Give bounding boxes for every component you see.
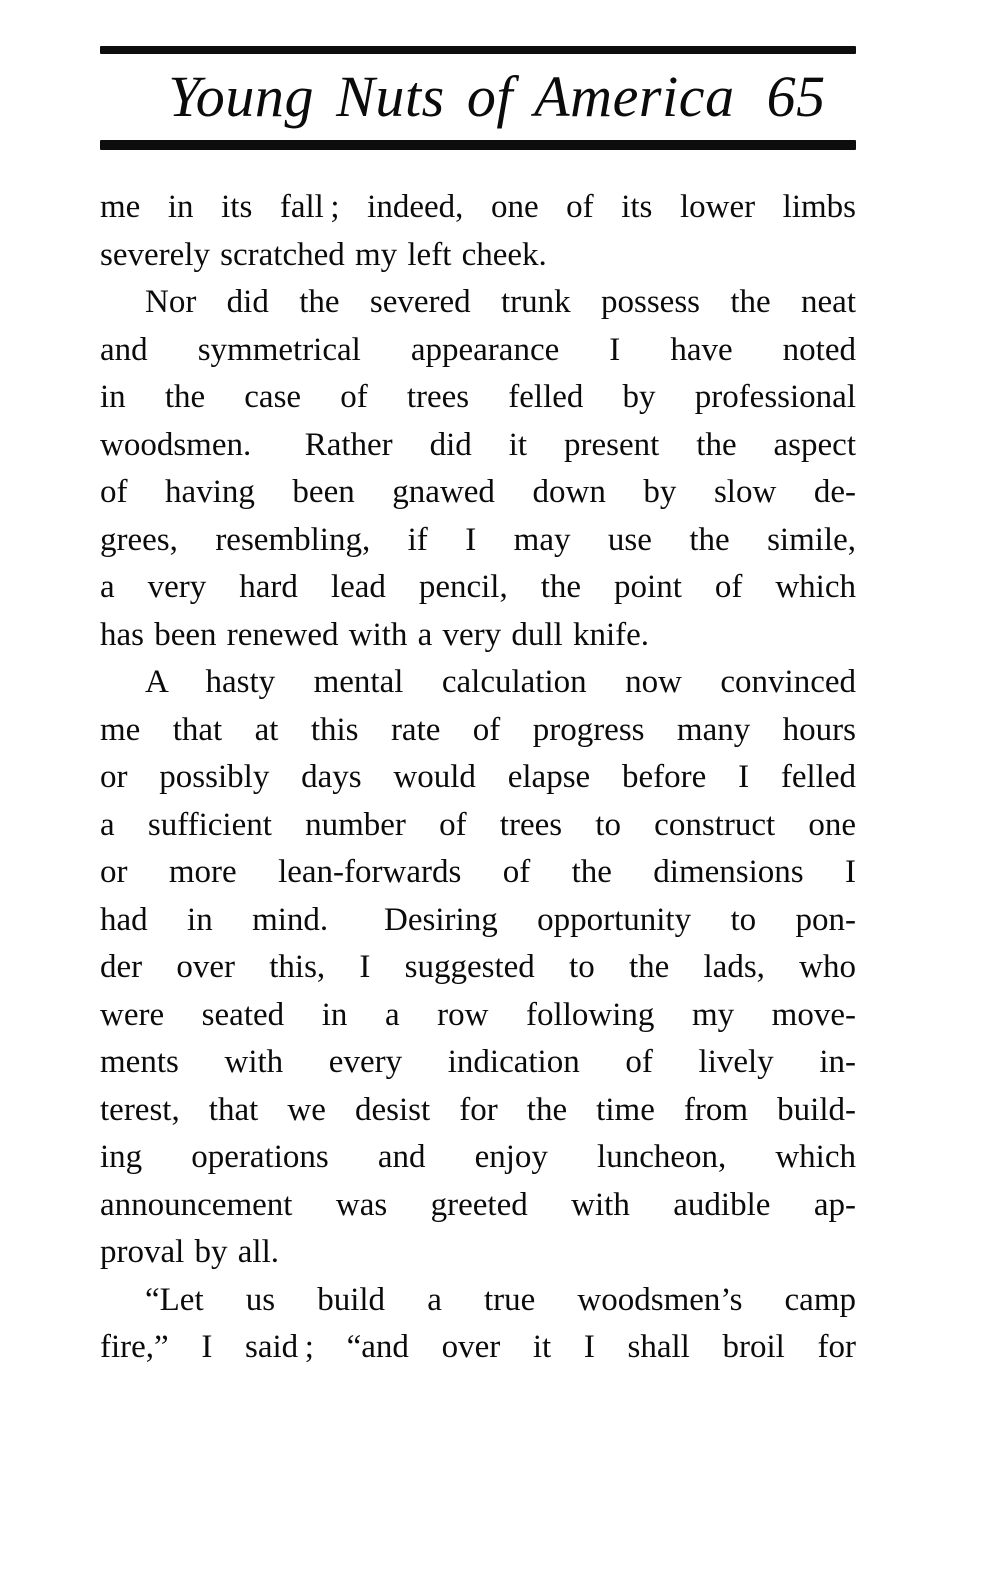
running-header <box>100 46 856 150</box>
text-line: of having been gnawed down by slow de- <box>100 474 856 510</box>
header-page-number: 65 <box>766 64 826 129</box>
text-line: ments with every indication of lively in- <box>100 1044 856 1080</box>
text-line: in the case of trees felled by professional <box>100 379 856 415</box>
text-line: ing operations and enjoy luncheon, which <box>100 1139 856 1175</box>
text-line: grees, resembling, if I may use the simile, <box>100 521 856 558</box>
header-rule-top <box>100 46 856 54</box>
text-line: woodsmen. Rather did it present the aspect <box>100 426 856 463</box>
header-rule-bottom <box>100 140 856 150</box>
header-title: Young Nuts of America <box>168 64 735 129</box>
text-line: Nor did the severed trunk possess the neat <box>145 284 856 320</box>
text-line: a very hard lead pencil, the point of which <box>100 569 856 605</box>
text-line: a sufficient number of trees to construct one <box>100 806 856 843</box>
body-text <box>100 184 856 1372</box>
text-line: proval by all. <box>100 1234 279 1270</box>
text-line: announcement was greeted with audible ap- <box>100 1186 856 1223</box>
text-line: or possibly days would elapse before I felled <box>100 759 856 795</box>
text-line: der over this, I suggested to the lads, who <box>100 949 856 985</box>
text-line: has been renewed with a very dull knife. <box>100 616 649 653</box>
text-line: A hasty mental calculation now convinced <box>145 664 856 700</box>
header-title-row <box>100 54 856 140</box>
text-line: terest, that we desist for the time from build- <box>100 1091 856 1128</box>
text-line: and symmetrical appearance I have noted <box>100 331 856 368</box>
page-content <box>100 46 856 1372</box>
text-line: “Let us build a true woodsmen’s camp <box>145 1281 856 1318</box>
text-line: fire,” I said ; “and over it I shall broil for <box>100 1329 856 1365</box>
text-line: had in mind. Desiring opportunity to pon- <box>100 901 856 938</box>
text-line: me that at this rate of progress many hours <box>100 711 856 748</box>
text-line: or more lean-forwards of the dimensions I <box>100 854 856 890</box>
text-line: severely scratched my left cheek. <box>100 236 547 273</box>
text-line: me in its fall ; indeed, one of its lower limbs <box>100 189 856 225</box>
text-line: were seated in a row following my move- <box>100 996 856 1033</box>
